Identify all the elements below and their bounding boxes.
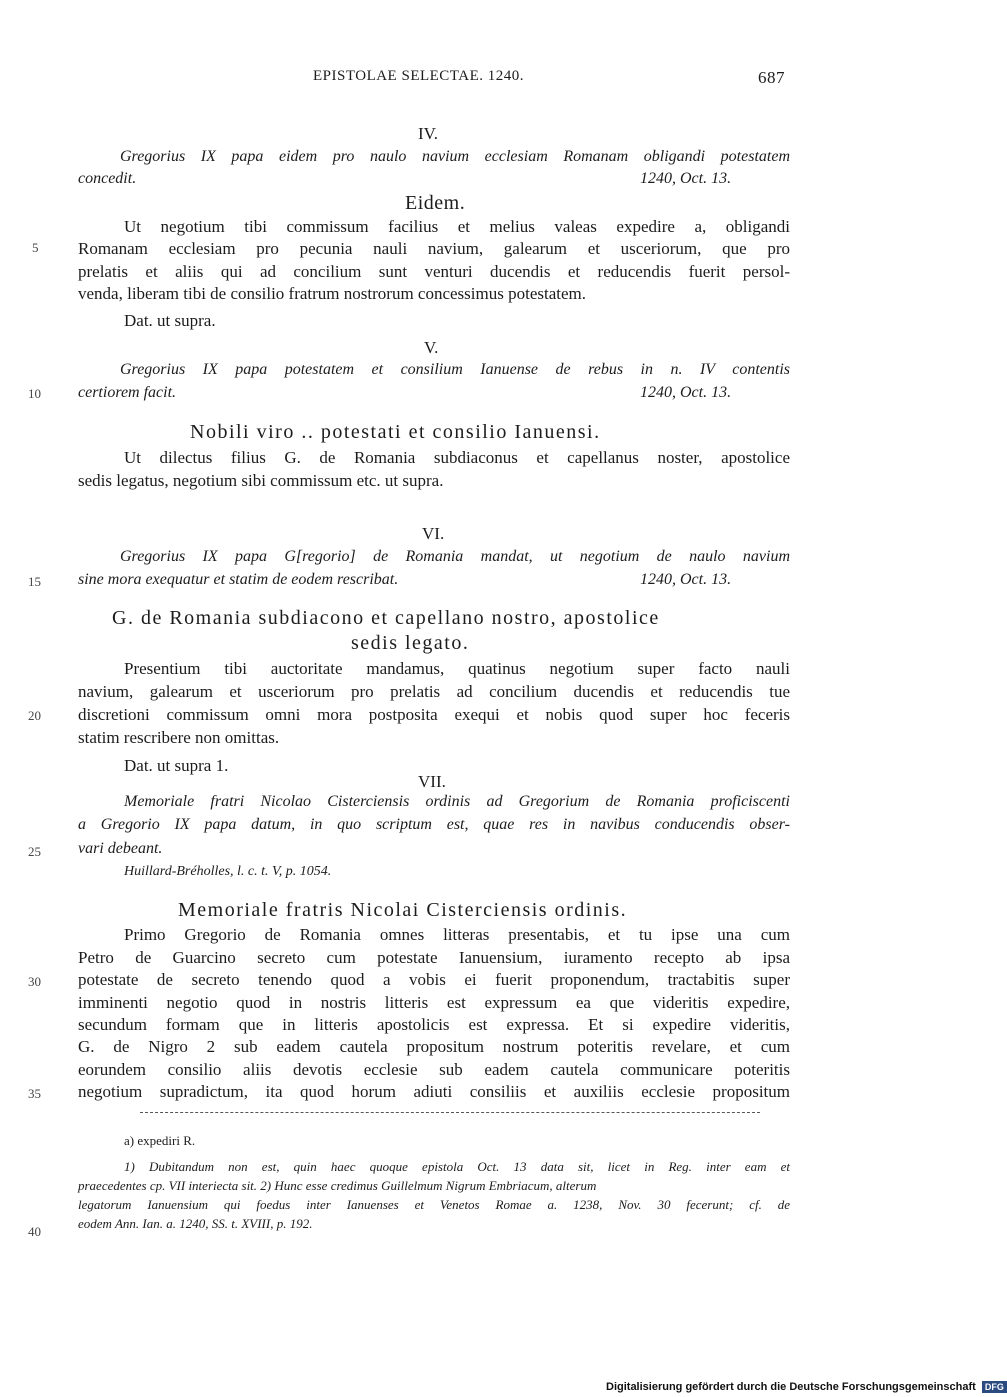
letter-address: Nobili viro .. potestati et consilio Ianuensi.	[190, 421, 601, 443]
letter-summary: Gregorius IX papa potestatem et consilium Ianuense de rebus in n. IV contentis	[120, 361, 790, 378]
footnote: eodem Ann. Ian. a. 1240, SS. t. XVIII, p. 192.	[78, 1216, 313, 1231]
footnote: praecedentes cp. VII interiecta sit. 2) Hunc esse credimus Guillelmum Nigrum Embriacum, alterum	[78, 1178, 597, 1193]
text-line: venda, liberam tibi de consilio fratrum nostrorum concessimus potestatem.	[78, 284, 586, 303]
digitization-credit	[606, 1381, 1007, 1393]
line-number: 40	[28, 1224, 41, 1239]
text-line: eorundem consilio aliis devotis ecclesie sub eadem cautela communicare poteritis	[78, 1060, 790, 1079]
line-number: 20	[28, 708, 41, 723]
dfg-logo: DFG	[982, 1381, 1007, 1393]
text-line: navium, galearum et usceriorum pro prelatis ad concilium ducendis et reducendis tue	[78, 682, 790, 701]
text-line: Presentium tibi auctoritate mandamus, quatinus negotium super facto nauli	[124, 659, 790, 678]
letter-date: 1240, Oct. 13.	[640, 170, 732, 187]
letter-date: 1240, Oct. 13.	[640, 571, 732, 588]
text-line: potestate de secreto tenendo quod a vobis ei fuerit proponendum, tractabitis super	[78, 970, 790, 989]
letter-numeral: V.	[424, 338, 439, 357]
letter-numeral: IV.	[418, 124, 438, 143]
letter-address: Memoriale fratris Nicolai Cisterciensis ordinis.	[178, 899, 628, 921]
page-number: 687	[758, 68, 785, 87]
credit-text: Digitalisierung gefördert durch die Deutsche Forschungsgemeinschaft	[606, 1381, 976, 1393]
letter-address: G. de Romania subdiacono et capellano nostro, apostolice	[112, 607, 660, 629]
letter-numeral: VI.	[422, 524, 445, 543]
text-line: Ut dilectus filius G. de Romania subdiaconus et capellanus noster, apostolice	[124, 448, 790, 467]
text-line: Romanam ecclesiam pro pecunia nauli navium, galearum et usceriorum, que pro	[78, 239, 790, 258]
text-line: negotium supradictum, ita quod horum adiuti consiliis et auxiliis ecclesie propositum	[78, 1082, 790, 1101]
line-number: 10	[28, 386, 41, 401]
source-reference: Huillard-Bréholles, l. c. t. V, p. 1054.	[124, 864, 332, 879]
letter-address: sedis legato.	[351, 632, 470, 654]
text-line: imminenti negotio quod in nostris litteris est expressum ea que videritis expedire,	[78, 993, 790, 1012]
footnote: 1) Dubitandum non est, quin haec quoque epistola Oct. 13 data sit, licet in Reg. inter eam et	[124, 1159, 790, 1174]
text-line: prelatis et aliis qui ad concilium sunt venturi ducendis et reducendis fuerit persol-	[78, 262, 790, 281]
letter-summary: concedit.	[78, 170, 137, 187]
text-line: sedis legatus, negotium sibi commissum etc. ut supra.	[78, 471, 444, 490]
text-line: Petro de Guarcino secreto cum potestate Ianuensium, iuramento recepto ab ipsa	[78, 948, 790, 967]
text-line: Ut negotium tibi commissum facilius et melius valeas expedire a, obligandi	[124, 217, 790, 236]
letter-summary: a Gregorio IX papa datum, in quo scriptum est, quae res in navibus conducendis obser-	[78, 816, 790, 833]
line-number: 15	[28, 574, 41, 589]
letter-summary: Memoriale fratri Nicolao Cisterciensis ordinis ad Gregorium de Romania proficiscenti	[124, 793, 790, 810]
text-line: G. de Nigro 2 sub eadem cautela propositum nostrum poteritis revelare, et cum	[78, 1037, 790, 1056]
line-number: 30	[28, 974, 41, 989]
letter-summary: certiorem facit.	[78, 384, 177, 401]
letter-summary: Gregorius IX papa eidem pro naulo navium ecclesiam Romanam obligandi potestatem	[120, 148, 790, 165]
line-number: 25	[28, 844, 41, 859]
footnote: legatorum Ianuensium qui foedus inter Ianuenses et Venetos Romae a. 1238, Nov. 30 fecerunt; cf. de	[78, 1197, 790, 1212]
letter-address: Eidem.	[405, 192, 466, 214]
footnote: a) expediri R.	[124, 1133, 196, 1148]
line-number: 35	[28, 1086, 41, 1101]
text-line: discretioni commissum omni mora postposita exequi et nobis quod super hoc feceris	[78, 705, 790, 724]
footnote-separator	[140, 1112, 760, 1113]
dat-line: Dat. ut supra 1.	[124, 756, 229, 775]
letter-summary: vari debeant.	[78, 840, 163, 857]
text-line: statim rescribere non omittas.	[78, 728, 280, 747]
letter-summary: Gregorius IX papa G[regorio] de Romania mandat, ut negotium de naulo navium	[120, 548, 790, 565]
text-line: Primo Gregorio de Romania omnes litteras presentabis, et tu ipse una cum	[124, 925, 790, 944]
running-title: EPISTOLAE SELECTAE. 1240.	[313, 68, 525, 84]
letter-date: 1240, Oct. 13.	[640, 384, 732, 401]
line-number: 5	[32, 240, 39, 255]
text-line: secundum formam que in litteris apostolicis est expressa. Et si expedire videritis,	[78, 1015, 790, 1034]
dat-line: Dat. ut supra.	[124, 311, 216, 330]
letter-numeral: VII.	[418, 772, 446, 791]
letter-summary: sine mora exequatur et statim de eodem rescribat.	[78, 571, 399, 588]
